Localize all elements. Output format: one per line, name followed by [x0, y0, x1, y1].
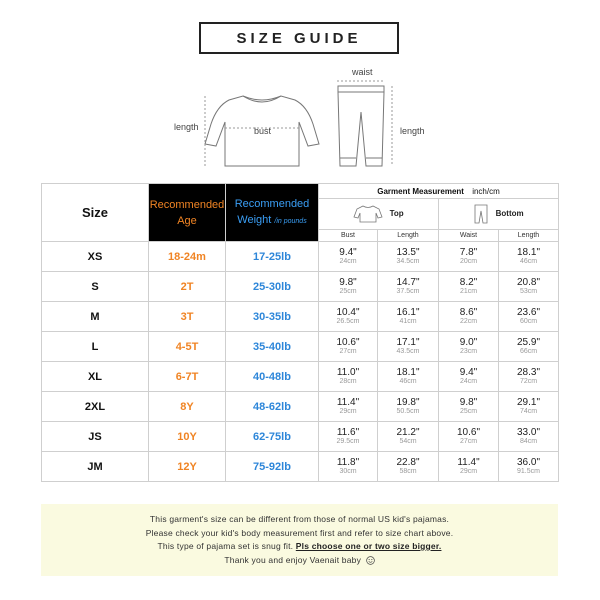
inch-value: 14.7": [396, 276, 420, 288]
waist-cell: [439, 362, 499, 392]
age-cell: 4-5T: [149, 332, 226, 362]
note-line-4: [224, 554, 374, 568]
fit-note: [41, 504, 558, 576]
waist-cell: [439, 392, 499, 422]
bottom-waist-label: waist: [352, 67, 373, 77]
size-cell: S: [42, 272, 149, 302]
weight-cell: 35-40lb: [226, 332, 319, 362]
waist-cell: [439, 332, 499, 362]
cm-value: 58cm: [399, 467, 417, 475]
weight-cell: 48-62lb: [226, 392, 319, 422]
bottom-length-cell: [499, 302, 559, 332]
cm-value: 28cm: [339, 377, 357, 385]
header-garment-unit: inch/cm: [472, 186, 500, 196]
header-weight-unit: /in pounds: [274, 217, 307, 225]
inch-value: 23.6": [516, 306, 540, 318]
cm-value: 34.5cm: [396, 257, 420, 265]
header-age-line2: Age: [177, 214, 197, 227]
age-cell: 18-24m: [149, 242, 226, 272]
cm-value: 27cm: [459, 437, 478, 445]
top-length-cell: [378, 362, 439, 392]
header-weight-line1: Recommended: [234, 197, 310, 210]
table-row: [42, 362, 559, 392]
inch-value: 20.8": [516, 276, 540, 288]
inch-value: 18.1": [396, 366, 420, 378]
waist-cell: [439, 302, 499, 332]
inch-value: 19.8": [396, 396, 420, 408]
table-row: [42, 422, 559, 452]
cm-value: 54cm: [399, 437, 417, 445]
inch-value: 11.4": [336, 396, 360, 408]
note-size-up-advice: Pls choose one or two size bigger.: [295, 541, 442, 551]
inch-value: 28.3": [516, 366, 540, 378]
inch-value: 9.4": [339, 246, 357, 258]
note-line-3: [158, 540, 442, 554]
size-cell: JS: [42, 422, 149, 452]
age-cell: 12Y: [149, 452, 226, 482]
top-length-cell: [378, 392, 439, 422]
cm-value: 26.5cm: [336, 317, 360, 325]
inch-value: 9.0": [459, 336, 478, 348]
header-waist: Waist: [439, 230, 499, 242]
bottom-length-cell: [499, 272, 559, 302]
bust-cell: [319, 272, 378, 302]
cm-value: 29.5cm: [336, 437, 360, 445]
size-table: [41, 183, 559, 482]
top-length-cell: [378, 302, 439, 332]
cm-value: 50.5cm: [396, 407, 420, 415]
bust-cell: [319, 302, 378, 332]
inch-value: 8.2": [459, 276, 478, 288]
bottom-length-cell: [499, 332, 559, 362]
table-row: [42, 272, 559, 302]
cm-value: 46cm: [399, 377, 417, 385]
size-cell: L: [42, 332, 149, 362]
size-cell: M: [42, 302, 149, 332]
inch-value: 11.6": [336, 426, 360, 438]
header-recommended-age: [149, 184, 226, 242]
inch-value: 16.1": [396, 306, 420, 318]
weight-cell: 62-75lb: [226, 422, 319, 452]
header-age-line1: Recommended: [149, 198, 225, 211]
inch-value: 25.9": [516, 336, 540, 348]
inch-value: 11.8": [336, 456, 360, 468]
inch-value: 36.0": [516, 456, 540, 468]
top-length-cell: [378, 242, 439, 272]
top-length-cell: [378, 452, 439, 482]
inch-value: 17.1": [396, 336, 420, 348]
header-bust: Bust: [319, 230, 378, 242]
header-recommended-weight: [226, 184, 319, 242]
top-length-label: length: [174, 122, 199, 132]
bottom-length-cell: [499, 392, 559, 422]
weight-cell: 17-25lb: [226, 242, 319, 272]
weight-cell: 30-35lb: [226, 302, 319, 332]
pants-icon: [473, 204, 489, 224]
note-thanks: Thank you and enjoy Vaenait baby: [224, 554, 362, 565]
bottom-length-label: length: [400, 126, 425, 136]
bottom-length-cell: [499, 452, 559, 482]
inch-value: 7.8": [459, 246, 478, 258]
cm-value: 22cm: [459, 317, 478, 325]
cm-value: 24cm: [459, 377, 478, 385]
inch-value: 10.4": [336, 306, 360, 318]
inch-value: 10.6": [336, 336, 360, 348]
cm-value: 25cm: [459, 407, 478, 415]
header-size: Size: [42, 184, 149, 242]
header-bottom-length: Length: [499, 230, 559, 242]
cm-value: 30cm: [339, 467, 357, 475]
inch-value: 11.0": [336, 366, 360, 378]
bust-cell: [319, 242, 378, 272]
inch-value: 10.6": [456, 426, 480, 438]
waist-cell: [439, 272, 499, 302]
bust-cell: [319, 392, 378, 422]
cm-value: 23cm: [459, 347, 478, 355]
cm-value: 91.5cm: [517, 467, 540, 475]
cm-value: 21cm: [459, 287, 478, 295]
top-length-cell: [378, 422, 439, 452]
cm-value: 29cm: [339, 407, 357, 415]
table-row: [42, 242, 559, 272]
header-garment-label: Garment Measurement: [377, 186, 464, 196]
inch-value: 13.5": [396, 246, 420, 258]
weight-cell: 25-30lb: [226, 272, 319, 302]
smile-icon: [366, 556, 375, 565]
cm-value: 53cm: [519, 287, 538, 295]
table-row: [42, 332, 559, 362]
weight-cell: 40-48lb: [226, 362, 319, 392]
cm-value: 60cm: [519, 317, 538, 325]
inch-value: 9.8": [339, 276, 357, 288]
age-cell: 3T: [149, 302, 226, 332]
bust-cell: [319, 422, 378, 452]
cm-value: 43.5cm: [396, 347, 420, 355]
size-cell: 2XL: [42, 392, 149, 422]
size-cell: JM: [42, 452, 149, 482]
header-bottom-label: Bottom: [495, 209, 524, 219]
cm-value: 25cm: [339, 287, 357, 295]
cm-value: 29cm: [459, 467, 478, 475]
note-snug-fit: This type of pajama set is snug fit.: [157, 541, 294, 551]
inch-value: 29.1": [516, 396, 540, 408]
waist-cell: [439, 452, 499, 482]
age-cell: 8Y: [149, 392, 226, 422]
note-line-1: This garment's size can be different from those of normal US kid's pajamas.: [149, 514, 450, 524]
header-top-label: Top: [389, 209, 404, 219]
top-length-cell: [378, 272, 439, 302]
cm-value: 74cm: [519, 407, 538, 415]
top-bust-label: bust: [254, 126, 272, 136]
header-top: [319, 199, 439, 230]
age-cell: 10Y: [149, 422, 226, 452]
inch-value: 18.1": [516, 246, 540, 258]
bottom-pants-diagram: [328, 78, 398, 178]
inch-value: 9.8": [459, 396, 478, 408]
table-row: [42, 452, 559, 482]
cm-value: 20cm: [459, 257, 478, 265]
cm-value: 72cm: [519, 377, 538, 385]
inch-value: 21.2": [396, 426, 420, 438]
cm-value: 37.5cm: [396, 287, 420, 295]
note-line-2: Please check your kid's body measurement first and refer to size chart above.: [145, 527, 454, 538]
age-cell: 6-7T: [149, 362, 226, 392]
header-weight-line2: Weight: [237, 213, 272, 226]
shirt-icon: [353, 205, 383, 223]
header-bottom: [439, 199, 559, 230]
size-cell: XS: [42, 242, 149, 272]
bottom-length-cell: [499, 242, 559, 272]
top-length-cell: [378, 332, 439, 362]
inch-value: 11.4": [457, 456, 480, 468]
cm-value: 24cm: [339, 257, 357, 265]
cm-value: 46cm: [519, 257, 538, 265]
header-top-length: Length: [378, 230, 439, 242]
waist-cell: [439, 242, 499, 272]
cm-value: 41cm: [399, 317, 417, 325]
size-cell: XL: [42, 362, 149, 392]
age-cell: 2T: [149, 272, 226, 302]
waist-cell: [439, 422, 499, 452]
bust-cell: [319, 452, 378, 482]
bottom-length-cell: [499, 422, 559, 452]
header-garment-measurement: [319, 184, 559, 199]
inch-value: 22.8": [396, 456, 420, 468]
inch-value: 33.0": [516, 426, 540, 438]
weight-cell: 75-92lb: [226, 452, 319, 482]
table-row: [42, 302, 559, 332]
inch-value: 8.6": [459, 306, 478, 318]
bust-cell: [319, 332, 378, 362]
bust-cell: [319, 362, 378, 392]
table-row: [42, 392, 559, 422]
cm-value: 66cm: [519, 347, 538, 355]
cm-value: 27cm: [339, 347, 357, 355]
page-title: SIZE GUIDE: [199, 22, 399, 54]
inch-value: 9.4": [459, 366, 478, 378]
cm-value: 84cm: [519, 437, 538, 445]
bottom-length-cell: [499, 362, 559, 392]
